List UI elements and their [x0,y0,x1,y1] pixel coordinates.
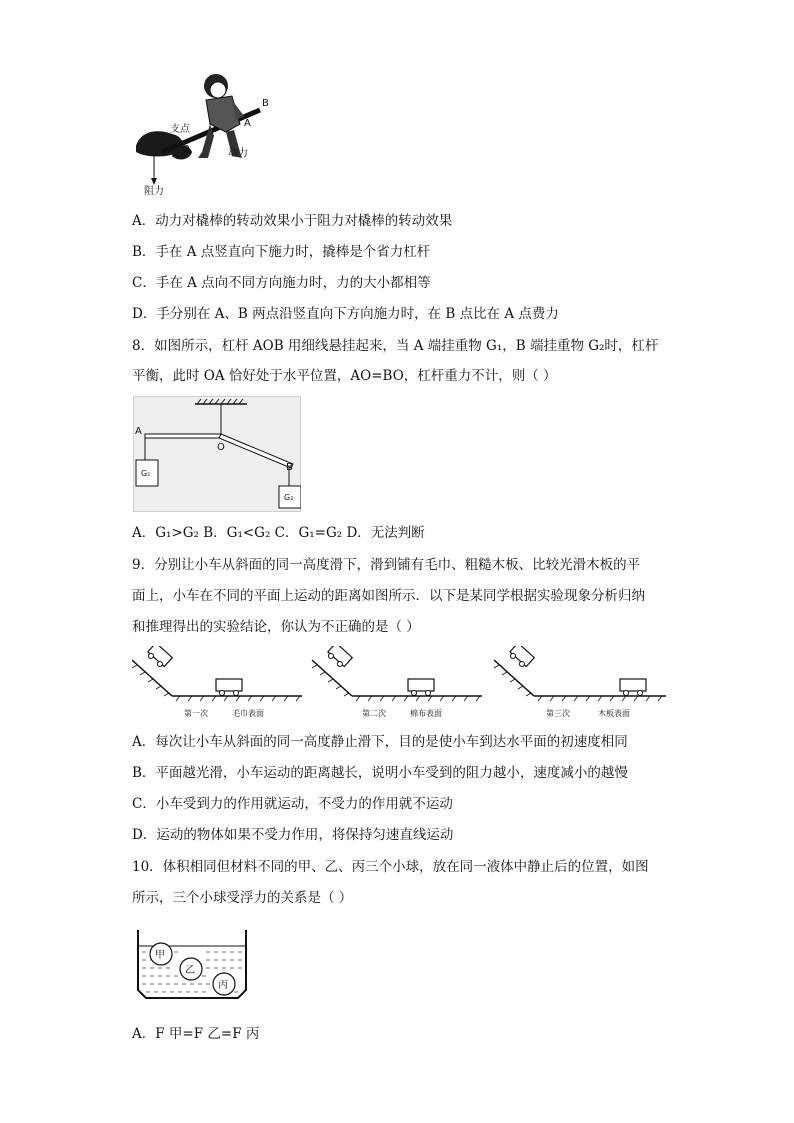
fig8-label-a: A [135,426,142,437]
fig10-ball-2: 乙 [185,965,195,976]
q9-option-c: C．小车受到力的作用就运动，不受力的作用就不运动 [132,796,453,812]
q10-option-a: A．F 甲=F 乙=F 丙 [132,1026,260,1042]
q8-options: A．G₁>G₂ B．G₁<G₂ C．G₁=G₂ D．无法判断 [132,525,425,541]
fig8-label-g1: G₁ [141,469,151,478]
fig10-ball-1: 甲 [155,950,165,961]
q9-stem-line-1: 9．分别让小车从斜面的同一高度滑下，滑到铺有毛巾、粗糙木板、比较光滑木板的平 [132,557,641,573]
fig9-panel-3 [494,646,666,718]
fig9-surface-1: 毛巾表面 [232,709,264,718]
q8-stem-line-1: 8．如图所示，杠杆 AOB 用细线悬挂起来，当 A 端挂重物 G₁，B 端挂重物 G₂时，杠杆 [132,338,659,354]
figure-q7-crowbar [132,66,280,198]
fig9-surface-2: 棉布表面 [410,709,442,718]
worker-icon [198,74,244,158]
fig8-label-g2: G₂ [284,493,294,502]
fig9-trial-2: 第二次 [362,709,386,718]
fig8-label-o: O [217,442,225,453]
figure-q10-floating-balls [136,928,248,1000]
q8-stem-line-2: 平衡，此时 OA 恰好处于水平位置，AO=BO，杠杆重力不计，则（ ） [132,368,557,384]
q10-stem-line-1: 10．体积相同但材料不同的甲、乙、丙三个小球，放在同一液体中静止后的位置，如图 [132,859,649,875]
q9-stem-line-2: 面上，小车在不同的平面上运动的距离如图所示．以下是某同学根据实验现象分析归纳 [132,588,645,604]
fig7-label-b: B [262,98,269,109]
fig9-surface-3: 木板表面 [598,709,630,718]
fig9-trial-1: 第一次 [184,709,208,718]
fig7-label-a: A [244,118,251,129]
fig7-label-o: O [182,144,190,155]
fig7-label-resistance: 阻力 [144,186,164,197]
q7-option-c: C．手在 A 点向不同方向施力时，力的大小都相等 [132,275,431,291]
fig9-panel-1 [132,646,302,718]
fig7-label-effort: 动力 [228,148,248,159]
fig9-panel-2 [312,646,482,718]
q7-option-d: D．手分别在 A、B 两点沿竖直向下方向施力时，在 B 点比在 A 点费力 [132,306,559,322]
q7-option-a: A．动力对橇棒的转动效果小于阻力对橇棒的转动效果 [132,213,453,229]
q9-option-b: B．平面越光滑，小车运动的距离越长，说明小车受到的阻力越小，速度减小的越慢 [132,765,628,781]
q10-stem-line-2: 所示，三个小球受浮力的关系是（ ） [132,890,353,906]
fig7-label-fulcrum: 支点 [170,124,190,135]
q9-stem-line-3: 和推理得出的实验结论，你认为不正确的是（ ） [132,619,420,635]
figure-q8-lever [133,396,301,512]
q9-option-d: D．运动的物体如果不受力作用，将保持匀速直线运动 [132,827,454,843]
q7-option-b: B．手在 A 点竖直向下施力时，撬棒是个省力杠杆 [132,244,431,260]
q9-option-a: A．每次让小车从斜面的同一高度静止滑下，目的是使小车到达水平面的初速度相同 [132,734,628,750]
fig8-label-b: B [286,462,293,473]
fig9-trial-3: 第三次 [546,709,570,718]
fig10-ball-3: 丙 [218,980,228,991]
figure-q9-inclined-planes [132,646,672,724]
